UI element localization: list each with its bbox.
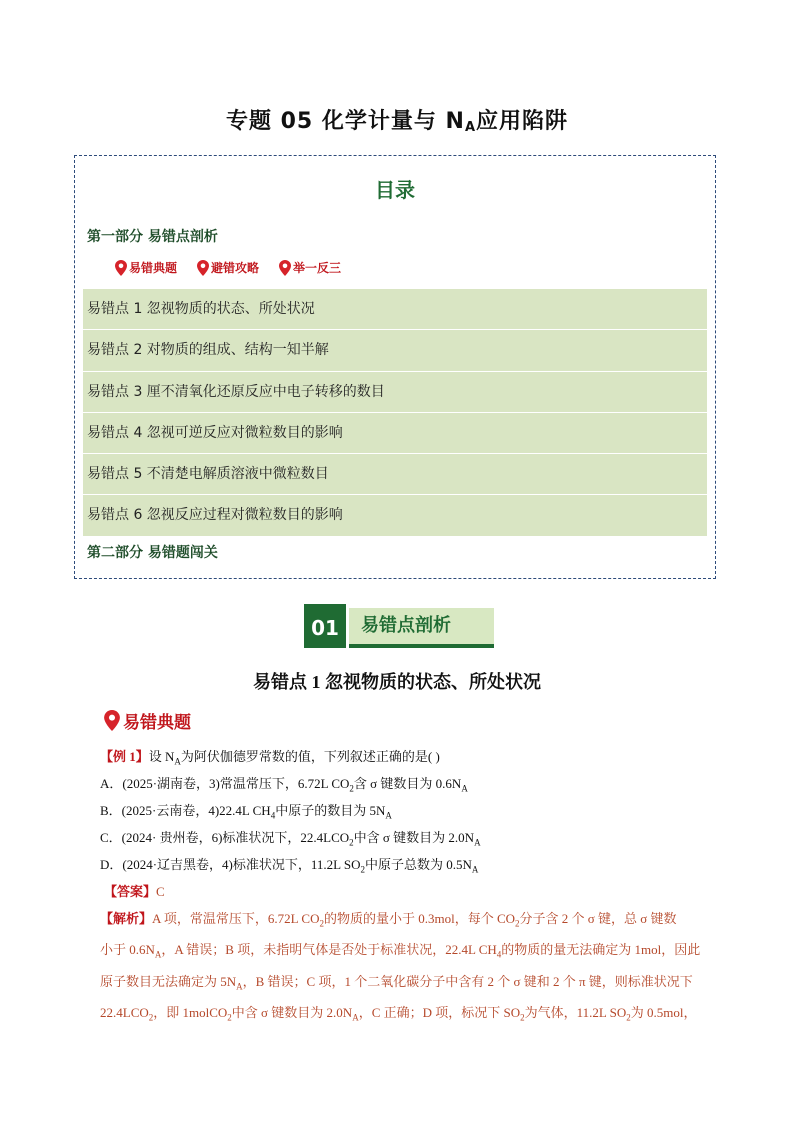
option-a: A．(2025·湖南卷，3)常温常压下，6.72L $CO_2$含 σ 键数目为 $0.6N_A$ (100, 776, 468, 794)
answer-line (104, 881, 165, 900)
analysis-line-3: 原子数目无法确定为 $5N_A$，B 错误；C 项，1 个二氧化碳分子中含有 2 个 σ 键和 2 个 π 键，则标准状况下 (100, 973, 693, 992)
page-title (0, 104, 794, 135)
option-d: D．(2024·辽吉黑卷，4)标准状况下，11.2L $SO_2$中原子总数为 $0.5N_A$ (100, 857, 479, 875)
location-pin-icon (279, 260, 291, 276)
location-pin-icon (197, 260, 209, 276)
subheading (104, 708, 191, 733)
toc-item-2[interactable]: 易错点 2 对物质的组成、结构一知半解 (83, 330, 707, 371)
toc-tags (115, 259, 341, 276)
toc-list (83, 289, 707, 537)
toc-title: 目录 (375, 178, 415, 202)
section-title: 易错点 1 忽视物质的状态、所处状况 (253, 672, 541, 692)
answer-tag: 【答案】 (104, 884, 157, 899)
analysis-line-2: 小于 $0.6N_A$，A 错误；B 项，未指明气体是否处于标准状况，22.4L $CH_4$的物质的量无法确定为 1mol，因此 (100, 942, 701, 960)
toc-part-1[interactable]: 第一部分 易错点剖析 (87, 229, 218, 245)
toc-tag[interactable] (279, 259, 341, 276)
toc-tag[interactable] (197, 259, 259, 276)
banner-label: 易错点剖析 (349, 608, 494, 648)
tag-label: 易错典题 (129, 261, 178, 275)
analysis-line-4: $22.4LCO_2$，即 1molCO$_2$中含 σ 键数目为 $2.0N_A$，C 正确；D 项，标况下 $SO_2$为气体，11.2L $SO_2$为 0.5mol， (100, 1004, 697, 1023)
title-tail: 应用陷阱 (476, 109, 569, 134)
title-main: 专题 05 化学计量与 N (225, 109, 465, 134)
question-stem: 设 $N_A$为阿伏伽德罗常数的值，下列叙述正确的是( ) (148, 749, 440, 767)
subheading-label: 易错典题 (123, 713, 191, 733)
option-b: B．(2025·云南卷，4)22.4L $CH_4$中原子的数目为 $5N_A$ (100, 803, 392, 821)
location-pin-icon (104, 710, 120, 731)
toc-part-2[interactable]: 第二部分 易错题闯关 (87, 545, 218, 561)
section-banner (304, 604, 494, 648)
question-stem-line (100, 746, 440, 767)
analysis-block (100, 906, 722, 1031)
tag-label: 避错攻略 (211, 261, 260, 275)
toc-item-5[interactable]: 易错点 5 不清楚电解质溶液中微粒数目 (83, 454, 707, 495)
location-pin-icon (115, 260, 127, 276)
toc-item-6[interactable]: 易错点 6 忽视反应过程对微粒数目的影响 (83, 495, 707, 536)
analysis-tag: 【解析】 (100, 911, 153, 926)
table-of-contents (74, 155, 716, 579)
question-tag: 【例 1】 (100, 749, 149, 764)
option-c: C．(2024· 贵州卷，6)标准状况下，$22.4LCO_2$中含 σ 键数目为 $2.0N_A$ (100, 830, 481, 848)
title-subscript: A (464, 120, 477, 135)
toc-item-3[interactable]: 易错点 3 厘不清氧化还原反应中电子转移的数目 (83, 372, 707, 413)
toc-item-4[interactable]: 易错点 4 忽视可逆反应对微粒数目的影响 (83, 413, 707, 454)
analysis-line-1 (100, 906, 722, 937)
tag-label: 举一反三 (293, 261, 342, 275)
analysis-text: A 项，常温常压下，6.72L $CO_2$的物质的量小于 0.3mol，每个 $CO_2$分子含 2 个 σ 键，总 σ 键数 (152, 911, 677, 929)
toc-tag[interactable] (115, 259, 177, 276)
answer-value: C (156, 884, 165, 899)
banner-number: 01 (304, 604, 349, 648)
toc-item-1[interactable]: 易错点 1 忽视物质的状态、所处状况 (83, 289, 707, 330)
